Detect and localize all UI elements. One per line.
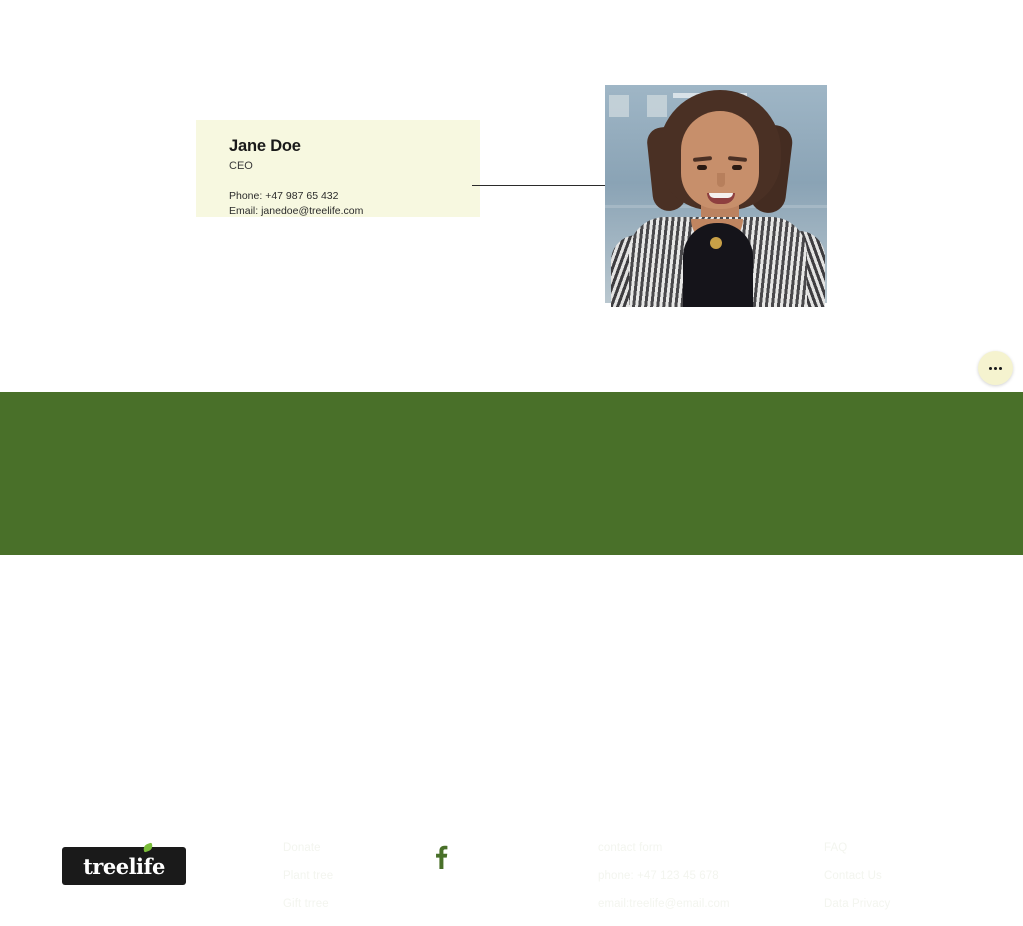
profile-phone: Phone: +47 987 65 432: [229, 190, 339, 203]
footer-column-title: Trees: [283, 813, 317, 827]
footer-link-phone[interactable]: phone: +47 123 45 678: [598, 870, 719, 882]
connector-line: [472, 185, 606, 186]
footer-link-donate[interactable]: Donate: [283, 842, 321, 854]
facebook-icon[interactable]: [429, 843, 455, 869]
footer-column-title: Contact: [598, 813, 646, 827]
photo-shirt: [683, 223, 753, 307]
profile-role: CEO: [229, 159, 253, 172]
footer-column-social: [429, 813, 507, 869]
profile-section: [0, 0, 1023, 392]
photo-necklace: [710, 237, 722, 249]
leaf-icon: [142, 843, 154, 853]
logo-text: treelife: [83, 853, 165, 879]
profile-photo: [605, 85, 827, 303]
photo-teeth: [709, 193, 733, 198]
photo-face: [681, 111, 759, 209]
photo-brow-right: [728, 156, 747, 162]
profile-contact: [229, 189, 480, 219]
profile-email: Email: janedoe@treelife.com: [229, 205, 364, 217]
footer-link-data-privacy[interactable]: Data Privacy: [824, 898, 891, 910]
profile-name: Jane Doe: [229, 137, 301, 155]
footer-link-contact-form[interactable]: contact form: [598, 842, 663, 854]
footer-link-email[interactable]: email:treelife@email.com: [598, 898, 730, 910]
footer-link-contact-us[interactable]: Contact Us: [824, 870, 882, 882]
social-icon-list: [429, 843, 507, 869]
footer-link-faq[interactable]: FAQ: [824, 842, 848, 854]
chat-dots-icon: [989, 367, 1002, 370]
instagram-icon[interactable]: [473, 843, 499, 869]
footer-logo[interactable]: [62, 847, 186, 885]
profile-card: [196, 120, 480, 217]
footer-link-plant-tree[interactable]: Plant tree: [283, 870, 334, 882]
footer-column-help: [824, 813, 890, 926]
photo-eye-left: [697, 165, 707, 170]
footer-link-gift-tree[interactable]: Gift trree: [283, 898, 329, 910]
site-footer: [0, 392, 1023, 910]
footer-column-trees: [283, 813, 333, 926]
footer-column-title: Help: [824, 813, 852, 827]
footer-column-contact: [598, 813, 730, 926]
chat-widget-button[interactable]: [978, 351, 1013, 385]
photo-nose: [717, 173, 725, 187]
footer-column-title: Sosial media: [429, 813, 507, 827]
photo-brow-left: [693, 156, 712, 162]
photo-eye-right: [732, 165, 742, 170]
